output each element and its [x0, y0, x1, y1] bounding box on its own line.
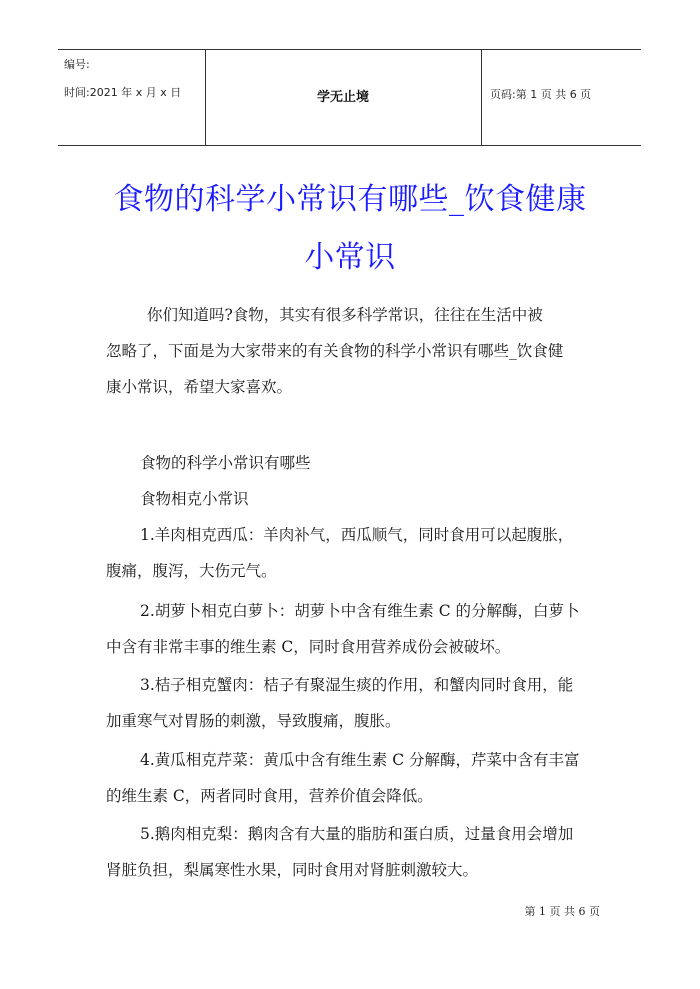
intro-line-1: 你们知道吗?食物，其实有很多科学常识，往往在生活中被 — [147, 306, 543, 324]
number-label: 编号: — [64, 58, 90, 71]
item-1-line-2: 腹痛，腹泻，大伤元气。 — [106, 562, 277, 580]
page-title-line-2: 小常识 — [304, 240, 396, 275]
header-left-cell — [58, 50, 206, 145]
intro-line-3: 康小常识，希望大家喜欢。 — [106, 378, 293, 396]
item-5-line-2: 肾脏负担，梨属寒性水果，同时食用对肾脏刺激较大。 — [106, 861, 479, 879]
page-title-line-1: 食物的科学小常识有哪些_饮食健康 — [113, 182, 587, 217]
header-title: 学无止境 — [316, 90, 369, 105]
item-4-line-1: 4.黄瓜相克芹菜：黄瓜中含有维生素 C 分解酶，芹菜中含有丰富 — [140, 751, 580, 769]
item-2-line-1: 2.胡萝卜相克白萝卜：胡萝卜中含有维生素 C 的分解酶，白萝卜 — [140, 602, 580, 620]
item-2-line-2: 中含有非常丰事的维生素 C，同时食用营养成份会被破坏。 — [106, 638, 511, 656]
item-1-line-1: 1.羊肉相克西瓜：羊肉补气，西瓜顺气，同时食用可以起腹胀， — [140, 526, 574, 544]
section-heading: 食物的科学小常识有哪些 — [140, 454, 311, 472]
intro-line-2: 忽略了，下面是为大家带来的有关食物的科学小常识有哪些_饮食健 — [106, 342, 564, 360]
subheading: 食物相克小常识 — [140, 490, 249, 508]
header-right-cell — [482, 50, 641, 145]
item-4-line-2: 的维生素 C，两者同时食用，营养价值会降低。 — [106, 787, 433, 805]
item-3-line-1: 3.桔子相克蟹肉：桔子有聚湿生痰的作用，和蟹肉同时食用，能 — [140, 676, 574, 694]
item-3-line-2: 加重寒气对胃肠的刺激，导致腹痛，腹胀。 — [106, 712, 401, 730]
document-header — [58, 49, 641, 146]
header-center-cell — [205, 50, 482, 145]
page-footer: 第 1 页 共 6 页 — [524, 905, 600, 918]
item-5-line-1: 5.鹅肉相克梨：鹅肉含有大量的脂肪和蛋白质，过量食用会增加 — [140, 825, 574, 843]
time-label: 时间:2021 年 x 月 x 日 — [64, 86, 182, 99]
page-label: 页码:第 1 页 共 6 页 — [490, 88, 592, 101]
